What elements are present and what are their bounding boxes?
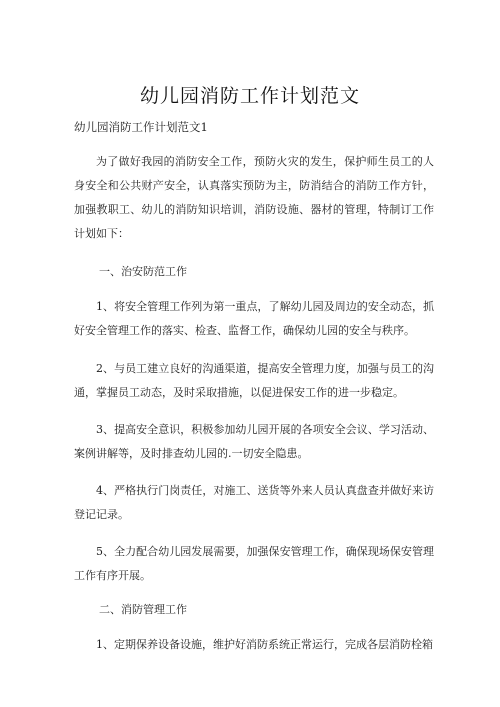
document-subtitle: 幼儿园消防工作计划范文1 [74,120,208,134]
section-heading-fire: 二、消防管理工作 [99,603,187,616]
section-heading-security: 一、治安防范工作 [99,265,187,278]
list-item: 1、定期保养设备设施，维护好消防系统正常运行，完成各层消防栓箱 [96,638,433,651]
list-item: 4、严格执行门岗责任，对施工、送货等外来人员认真盘查并做好来访登记记录。 [74,484,434,521]
document-title: 幼儿园消防工作计划范文 [139,85,360,107]
list-item: 5、全力配合幼儿园发展需要，加强保安管理工作，确保现场保安管理工作有序开展。 [74,545,434,582]
intro-paragraph: 为了做好我园的消防安全工作，预防火灾的发生，保护师生员工的人身安全和公共财产安全，认真落实预防为主，防消结合的消防工作方针，加强教职工、幼儿的消防知识培训，消防设施、器材的管理，特制订工作计划如下： [74,155,434,240]
list-item: 2、与员工建立良好的沟通渠道，提高安全管理力度，加强与员工的沟通，掌握员工动态，及时采取措施，以促进保安工作的进一步稳定。 [74,362,434,399]
list-item: 3、提高安全意识，积极参加幼儿园开展的各项安全会议、学习活动、案例讲解等，及时排查幼儿园的.一切安全隐患。 [74,423,434,460]
list-item: 1、将安全管理工作列为第一重点，了解幼儿园及周边的安全动态，抓好安全管理工作的落实、检查、监督工作，确保幼儿园的安全与秩序。 [74,300,434,337]
